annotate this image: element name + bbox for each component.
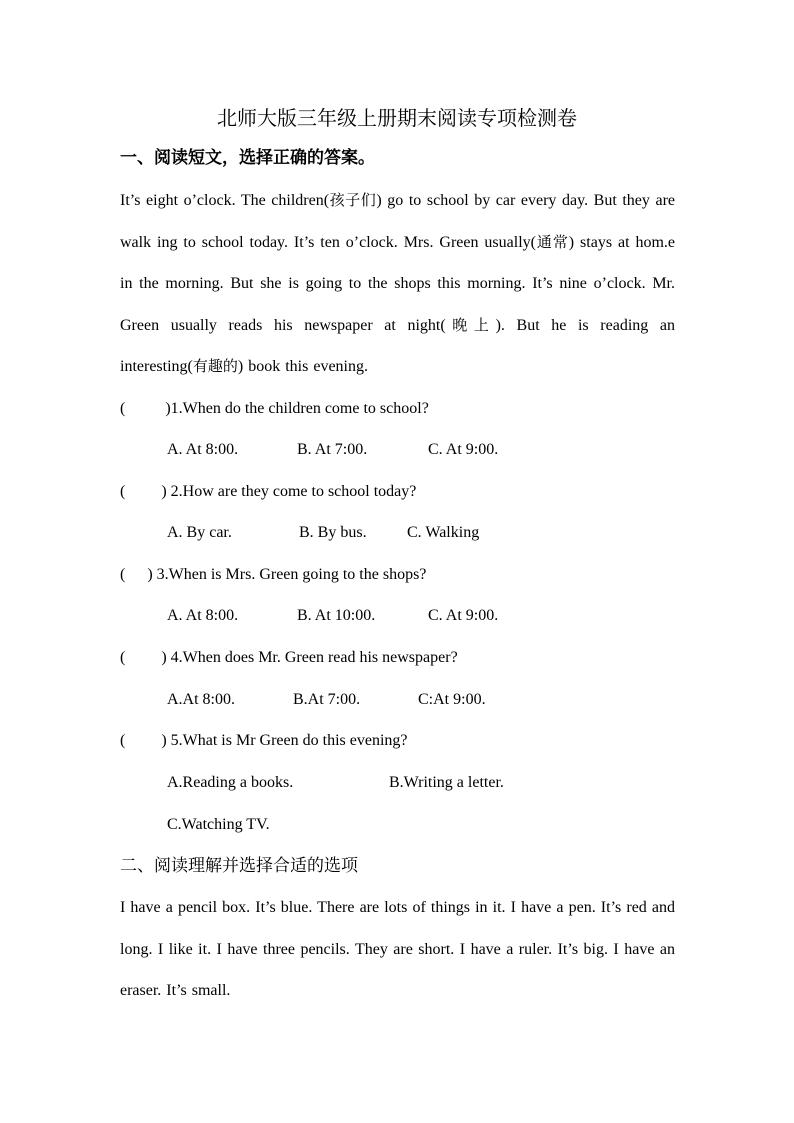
answer-paren-open: (	[120, 483, 126, 500]
option-a: A.Reading a books.	[167, 774, 294, 791]
question-number: ) 3.	[147, 566, 169, 583]
chinese-gloss: 孩子们	[329, 191, 377, 209]
question-1	[120, 397, 429, 421]
question-text: What is Mr Green do this evening?	[182, 732, 408, 749]
question-text: When do the children come to school?	[182, 400, 429, 417]
option-c: C.Watching TV.	[167, 816, 270, 833]
option-c: C:At 9:00.	[418, 691, 486, 708]
question-4	[120, 646, 458, 670]
question-number: )1.	[165, 400, 183, 417]
passage-text: ) go to school by car every day. But they are walk ing to school today. It’s ten o’clock. Mrs. Green usually(	[120, 192, 675, 251]
section-1-heading: 一、阅读短文，选择正确的答案。	[120, 148, 375, 168]
section-2-heading: 二、阅读理解并选择合适的选项	[120, 856, 358, 876]
option-b: B.At 7:00.	[293, 691, 361, 708]
option-a: A. At 8:00.	[167, 607, 239, 624]
question-text: When is Mrs. Green going to the shops?	[168, 566, 427, 583]
question-number: ) 5.	[161, 732, 183, 749]
question-number: ) 4.	[161, 649, 183, 666]
question-3	[120, 563, 426, 587]
option-a: A. At 8:00.	[167, 441, 239, 458]
section-1-passage	[120, 180, 675, 388]
option-b: B. By bus.	[299, 524, 367, 541]
answer-paren-open: (	[120, 566, 126, 583]
question-text: How are they come to school today?	[182, 483, 417, 500]
chinese-gloss: 有趣的	[192, 357, 238, 376]
answer-paren-open: (	[120, 649, 126, 666]
question-5	[120, 729, 407, 753]
question-text: When does Mr. Green read his newspaper?	[182, 649, 458, 666]
passage-text: ). But he is reading an interesting(	[120, 316, 675, 376]
passage-text: ) book this evening.	[237, 358, 368, 376]
answer-paren-open: (	[120, 400, 126, 417]
option-b: B. At 7:00.	[297, 441, 368, 458]
option-a: A.At 8:00.	[167, 691, 235, 708]
section-2-passage: I have a pencil box. It’s blue. There are lots of things in it. I have a pen. It’s red and long. I like it. I have three pencils. They are short. I have a ruler. It’s big. I have an eraser. It’s small.	[120, 899, 675, 1000]
option-c: C. At 9:00.	[428, 441, 499, 458]
option-b: B.Writing a letter.	[389, 774, 504, 791]
passage-text: It’s eight o’clock. The children(	[120, 192, 330, 209]
answer-paren-open: (	[120, 732, 126, 749]
option-c: C. Walking	[407, 524, 480, 541]
passage-text: ) stays at hom.e in the morning. But she is going to the shops this morning. It’s nine o’clock. Mr. Green usually reads his newspaper at night(	[120, 233, 675, 334]
chinese-gloss: 晚上	[445, 315, 496, 334]
question-2	[120, 480, 416, 504]
option-c: C. At 9:00.	[428, 607, 499, 624]
option-a: A. By car.	[167, 524, 232, 541]
chinese-gloss: 通常	[535, 232, 569, 251]
page-title: 北师大版三年级上册期末阅读专项检测卷	[217, 106, 577, 130]
question-number: ) 2.	[161, 483, 183, 500]
option-b: B. At 10:00.	[297, 607, 376, 624]
